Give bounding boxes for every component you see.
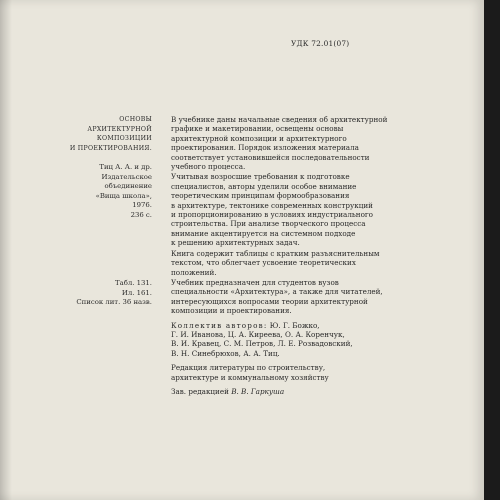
editorial-line: архитектуре и коммунальному хозяйству <box>171 372 329 382</box>
text-line: положений. <box>171 267 217 277</box>
book-title-line: И ПРОЕКТИРОВАНИЯ. <box>69 144 152 152</box>
text-line: Учитывая возросшие требования к подготовке <box>171 172 350 182</box>
abstract-paragraph <box>171 172 416 247</box>
editor-label: Зав. редакцией <box>171 386 229 396</box>
text-line: архитектурной композиции и архитектурного <box>171 133 347 143</box>
editor-name: В. В. Гаркуша <box>231 386 285 396</box>
text-line: в архитектуре, тектонике современных конструкций <box>171 200 373 210</box>
authors-block <box>171 321 416 359</box>
text-line: В учебнике даны начальные сведения об архитектурной <box>171 115 388 124</box>
imprint-line: Тиц А. А. и др. <box>99 163 152 171</box>
text-line: соответствует установившейся последовательности <box>171 152 370 162</box>
gutter-shadow <box>0 0 12 500</box>
text-line: учебного процесса. <box>171 162 246 172</box>
text-line: Книга содержит таблицы с кратким разъяснительным <box>171 248 380 258</box>
book-title-block <box>40 115 152 153</box>
stats-line: Список лит. 36 назв. <box>76 298 152 307</box>
text-line: интересующихся вопросами теории архитектурной <box>171 296 368 306</box>
abstract-paragraph <box>171 249 416 277</box>
text-line: специалистов, авторы уделили особое внимание <box>171 181 357 191</box>
authors-label: Коллектив авторов: <box>171 320 268 330</box>
abstract-paragraph <box>171 278 416 316</box>
text-line: теоретическим принципам формообразования <box>171 191 350 201</box>
imprint-line: 236 с. <box>130 210 152 219</box>
imprint-line: Издательское <box>101 172 152 181</box>
imprint-line: 1976. <box>132 201 152 210</box>
book-title-line: АРХИТЕКТУРНОЙ <box>87 125 152 133</box>
text-line: Учебник предназначен для студентов вузов <box>171 277 339 287</box>
book-title-line: ОСНОВЫ <box>119 116 152 123</box>
udk-code: УДК 72.01(07) <box>291 39 350 48</box>
authors-line: Г. И. Иванова, Ц. А. Киреева, О. А. Коренчук, <box>171 329 345 339</box>
editorial-line: Редакция литературы по строительству, <box>171 363 326 373</box>
authors-line: В. Н. Синебрюхов, А. А. Тиц. <box>171 348 280 358</box>
editor-block <box>171 387 416 396</box>
editor-line <box>171 387 416 396</box>
authors-line: В. И. Кравец, С. М. Петров, Л. Е. Розвадовский, <box>171 339 353 349</box>
text-line: композиции и проектирования. <box>171 306 292 316</box>
text-line: и пропорционированию в условиях индустриального <box>171 210 374 220</box>
imprint-line: «Вища школа», <box>95 191 152 200</box>
text-line: к решению архитектурных задач. <box>171 238 300 248</box>
authors-first-line <box>171 321 416 330</box>
imprint-line: объединение <box>104 182 152 191</box>
text-line: текстом, что облегчает усвоение теоретических <box>171 258 356 268</box>
stats-line: Табл. 131. <box>115 279 152 287</box>
book-title-line: КОМПОЗИЦИИ <box>96 135 152 143</box>
authors-name: Ю. Г. Божко, <box>269 320 320 330</box>
imprint-block <box>40 163 152 221</box>
abstract-text <box>171 115 416 396</box>
text-line: проектирования. Порядок изложения материала <box>171 143 359 153</box>
stats-block <box>40 279 152 308</box>
text-line: строительства. При анализе творческого процесса <box>171 219 366 229</box>
stats-line: Ил. 161. <box>121 288 152 297</box>
abstract-paragraph <box>171 115 416 171</box>
text-line: внимание акцентируется на системном подходе <box>171 228 356 238</box>
text-line: специальности «Архитектура», а также для читателей, <box>171 287 383 297</box>
text-line: графике и макетировании, освещены основы <box>171 124 344 134</box>
editorial-block <box>171 363 416 382</box>
